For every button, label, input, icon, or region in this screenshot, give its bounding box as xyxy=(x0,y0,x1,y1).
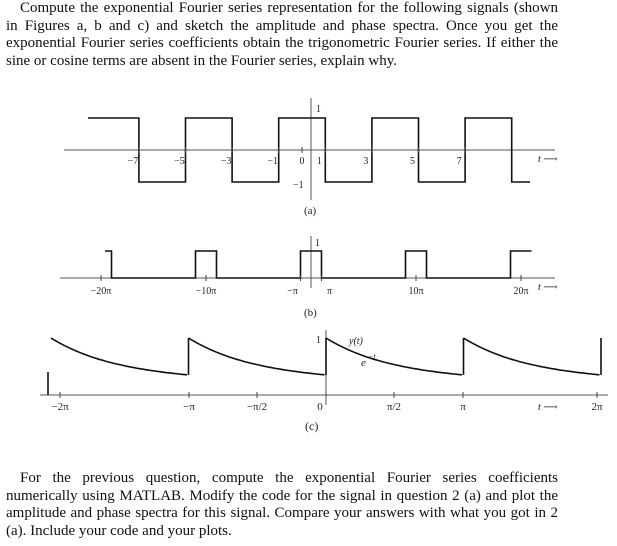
figure-a-tick-label: −5 xyxy=(174,156,185,167)
figure-c-amp: 1 xyxy=(316,335,321,346)
figure-c-tick-label: 2π xyxy=(591,401,603,413)
question-2-text: For the previous question, compute the exponential Fourier series coefficients numerically using MATLAB. Modify the code for the signal in question 2 (a) and plot the amplitude and phase spectra for this signal. Compare your answers with what you got in 2 (a). Include your code and your plots. xyxy=(6,470,558,539)
question-1-text: Compute the exponential Fourier series representation for the following signals (shown in Figures a, b and c) and sketch the amplitude and phase spectra. Once you get the exponential Fourier series coefficients obtain the trigonometric Fourier series. If either the sine or cosine terms are absent in the Fourier series, explain why. xyxy=(6,0,558,69)
figure-b-tick-label: −10π xyxy=(195,286,217,297)
figure-c-tick-label: 0 xyxy=(317,401,323,413)
figure-c-signal-label: y(t) xyxy=(349,336,363,347)
figure-a-tick-label: −1 xyxy=(267,156,279,167)
figure-c xyxy=(40,330,608,433)
figure-b-caption: (b) xyxy=(304,307,317,319)
figure-c-tick-label: π xyxy=(460,401,466,413)
figure-a-tick-label: −3 xyxy=(220,156,232,167)
figure-a-tick-label: 3 xyxy=(363,156,369,167)
figure-c-tick-label: −2π xyxy=(51,401,69,413)
figure-b-tick-label: 10π xyxy=(408,286,424,297)
figure-c-curve-label: e xyxy=(361,357,366,369)
figure-a-axis-label: t ⟶ xyxy=(538,154,558,165)
figure-c-tick-label: −π xyxy=(183,401,195,413)
figure-b xyxy=(60,236,558,319)
figure-b-pulse-train xyxy=(105,251,532,278)
figure-c-tick-label: π/2 xyxy=(386,401,402,413)
figure-a-tick-label: 0 xyxy=(299,156,305,167)
figure-b-tick-label: 20π xyxy=(513,286,529,297)
figure-a-caption: (a) xyxy=(304,205,317,217)
figure-a-tick-label: −7 xyxy=(127,156,139,167)
figure-b-tick-label: −π xyxy=(287,286,298,297)
figure-a-amp-pos: 1 xyxy=(316,104,321,115)
figure-a-tick-label: 1 xyxy=(316,156,322,167)
figure-c-curve-exponent: −t xyxy=(368,352,376,361)
figure-c-axis-label: t ⟶ xyxy=(538,402,558,413)
figure-b-axis-label: t ⟶ xyxy=(538,282,558,293)
figure-b-tick-label: −20π xyxy=(90,286,112,297)
figure-b-tick-label: π xyxy=(326,286,333,297)
figure-c-caption: (c) xyxy=(305,419,319,433)
figure-a xyxy=(64,98,558,217)
figure-a-tick-label: 7 xyxy=(456,156,462,167)
figure-b-amp: 1 xyxy=(315,238,320,249)
figure-c-tick-label: −π/2 xyxy=(246,401,268,413)
figure-c-exponential-wave xyxy=(48,338,601,395)
figure-a-amp-neg: −1 xyxy=(293,180,304,191)
figure-a-tick-label: 5 xyxy=(410,156,415,167)
